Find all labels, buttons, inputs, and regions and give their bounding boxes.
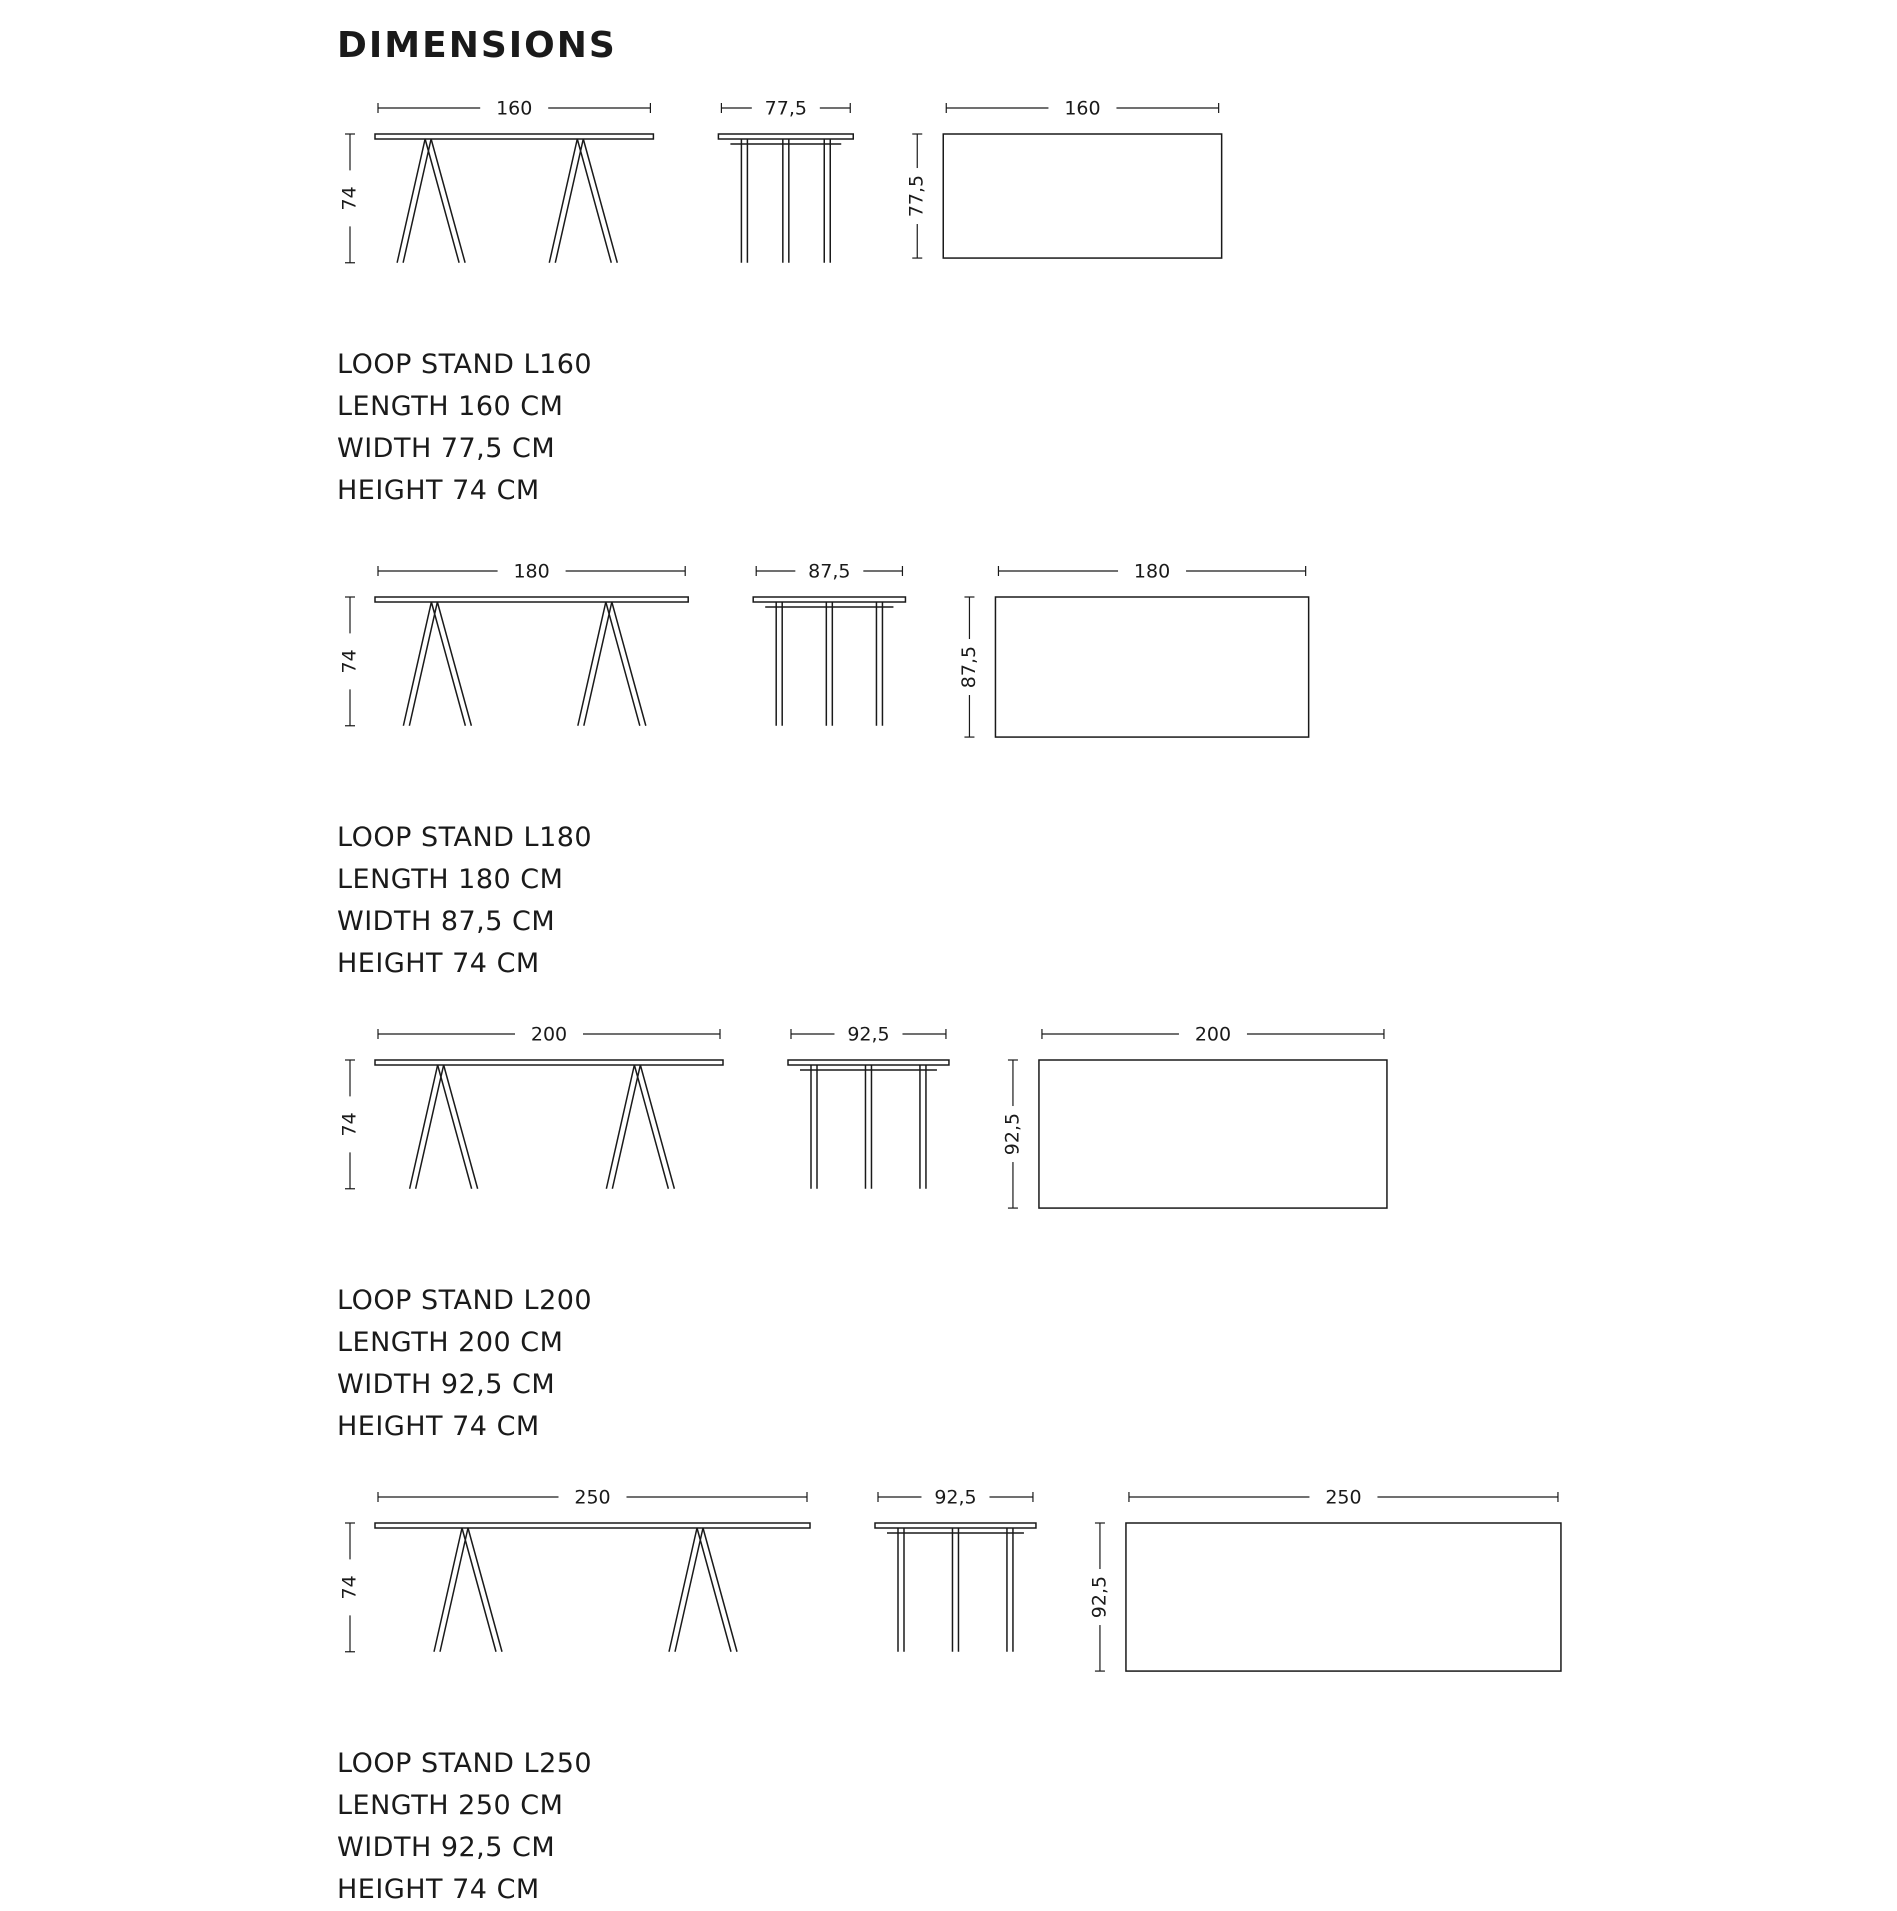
spec-width: WIDTH 77,5 CM — [337, 433, 556, 464]
trestle-leg-front-1-0 — [403, 602, 431, 726]
side-tabletop-2 — [375, 1060, 723, 1065]
side-length-dim-2-label: 200 — [530, 1023, 568, 1046]
trestle-leg-front-3-0 — [434, 1528, 462, 1652]
spec-length: LENGTH 160 CM — [337, 391, 564, 422]
spec-height: HEIGHT 74 CM — [337, 1874, 540, 1905]
trestle-leg-back-inner-2-1 — [640, 1065, 674, 1189]
trestle-leg-front-inner-0-0 — [403, 139, 431, 263]
end-tabletop-0 — [718, 134, 853, 139]
plan-tabletop-3 — [1126, 1523, 1561, 1671]
side-length-dim-3-label: 250 — [574, 1486, 611, 1509]
spec-block-l250 — [337, 1743, 592, 1911]
trestle-leg-front-3-1 — [669, 1528, 697, 1652]
spec-length: LENGTH 200 CM — [337, 1327, 564, 1358]
end-width-dim-3-label: 92,5 — [934, 1486, 977, 1509]
end-width-dim-2-label: 92,5 — [847, 1023, 890, 1046]
spec-length: LENGTH 180 CM — [337, 864, 564, 895]
plan-width-dim-2-label: 92,5 — [1001, 1112, 1024, 1156]
trestle-leg-front-inner-2-0 — [416, 1065, 444, 1189]
trestle-leg-back-inner-2-0 — [444, 1065, 478, 1189]
trestle-leg-back-inner-1-1 — [612, 602, 646, 726]
end-tabletop-3 — [875, 1523, 1036, 1528]
end-tabletop-2 — [788, 1060, 949, 1065]
trestle-leg-back-1-1 — [606, 602, 640, 726]
side-tabletop-3 — [375, 1523, 810, 1528]
trestle-leg-front-inner-2-1 — [612, 1065, 640, 1189]
spec-name: LOOP STAND L200 — [337, 1285, 593, 1316]
side-height-dim-2-label: 74 — [338, 1112, 361, 1137]
spec-name: LOOP STAND L180 — [337, 822, 593, 853]
trestle-leg-back-0-0 — [425, 139, 459, 263]
spec-width: WIDTH 87,5 CM — [337, 906, 556, 937]
spec-height: HEIGHT 74 CM — [337, 1411, 540, 1442]
plan-length-dim-3-label: 250 — [1325, 1486, 1362, 1509]
spec-block-l180 — [337, 817, 592, 985]
spec-width: WIDTH 92,5 CM — [337, 1369, 556, 1400]
trestle-leg-front-inner-1-0 — [409, 602, 437, 726]
end-width-dim-1-label: 87,5 — [808, 560, 851, 583]
trestle-leg-front-inner-1-1 — [584, 602, 612, 726]
side-length-dim-1-label: 180 — [513, 560, 550, 583]
trestle-leg-back-inner-3-0 — [468, 1528, 502, 1652]
spec-height: HEIGHT 74 CM — [337, 948, 540, 979]
plan-width-dim-1-label: 87,5 — [957, 645, 980, 689]
trestle-leg-front-0-0 — [397, 139, 425, 263]
spec-block-l160 — [337, 344, 592, 512]
trestle-leg-front-2-0 — [410, 1065, 438, 1189]
plan-tabletop-0 — [943, 134, 1221, 258]
end-width-dim-0-label: 77,5 — [764, 97, 807, 120]
spec-name: LOOP STAND L250 — [337, 1748, 593, 1779]
side-tabletop-0 — [375, 134, 653, 139]
trestle-leg-front-2-1 — [606, 1065, 634, 1189]
trestle-leg-back-0-1 — [577, 139, 611, 263]
spec-height: HEIGHT 74 CM — [337, 475, 540, 506]
trestle-leg-front-1-1 — [578, 602, 606, 726]
spec-width: WIDTH 92,5 CM — [337, 1832, 556, 1863]
plan-length-dim-1-label: 180 — [1133, 560, 1171, 583]
end-tabletop-1 — [753, 597, 905, 602]
trestle-leg-front-inner-0-1 — [555, 139, 583, 263]
trestle-leg-front-inner-3-0 — [440, 1528, 468, 1652]
trestle-leg-back-inner-3-1 — [703, 1528, 737, 1652]
side-length-dim-0-label: 160 — [496, 97, 533, 120]
trestle-leg-back-inner-1-0 — [437, 602, 471, 726]
plan-width-dim-3-label: 92,5 — [1088, 1575, 1111, 1619]
side-height-dim-0-label: 74 — [338, 186, 361, 211]
spec-length: LENGTH 250 CM — [337, 1790, 564, 1821]
side-height-dim-1-label: 74 — [338, 649, 361, 674]
plan-width-dim-0-label: 77,5 — [905, 174, 928, 218]
trestle-leg-back-inner-0-0 — [431, 139, 465, 263]
trestle-leg-back-2-0 — [438, 1065, 472, 1189]
trestle-leg-front-inner-3-1 — [675, 1528, 703, 1652]
trestle-leg-back-1-0 — [431, 602, 465, 726]
side-height-dim-3-label: 74 — [338, 1575, 361, 1600]
side-tabletop-1 — [375, 597, 688, 602]
spec-name: LOOP STAND L160 — [337, 349, 593, 380]
trestle-leg-back-2-1 — [634, 1065, 668, 1189]
trestle-leg-back-inner-0-1 — [583, 139, 617, 263]
plan-length-dim-2-label: 200 — [1194, 1023, 1232, 1046]
trestle-leg-back-3-1 — [697, 1528, 731, 1652]
trestle-leg-front-0-1 — [549, 139, 577, 263]
spec-block-l200 — [337, 1280, 592, 1448]
plan-tabletop-2 — [1039, 1060, 1387, 1208]
trestle-leg-back-3-0 — [462, 1528, 496, 1652]
page-title: DIMENSIONS — [337, 25, 617, 66]
plan-length-dim-0-label: 160 — [1064, 97, 1101, 120]
plan-tabletop-1 — [995, 597, 1308, 737]
